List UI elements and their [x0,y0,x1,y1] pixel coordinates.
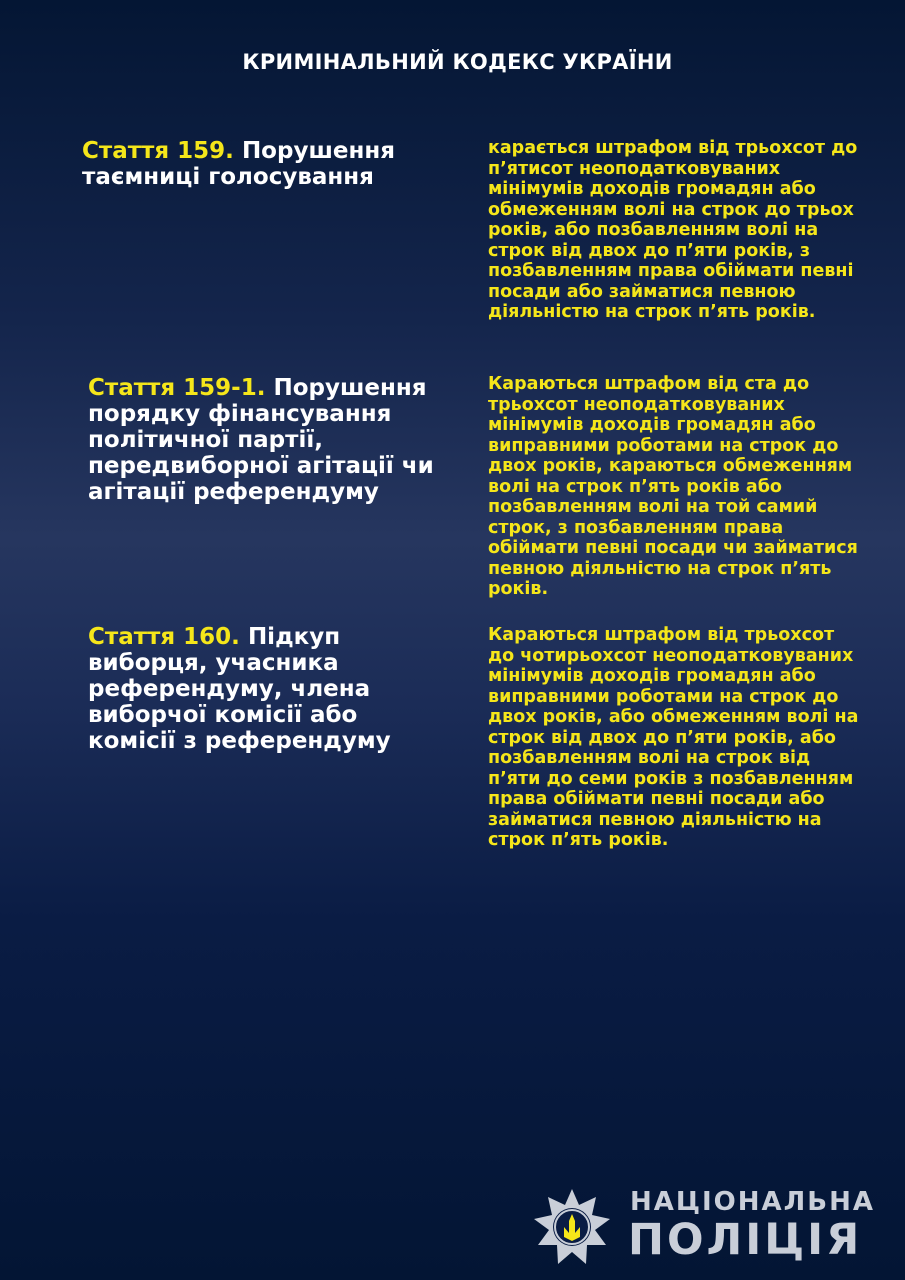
page-title: КРИМІНАЛЬНИЙ КОДЕКС УКРАЇНИ [242,50,673,74]
article-159-name: Порушення таємниці голосування [82,138,396,190]
article-159-1-title [88,375,450,505]
article-159-number: Стаття 159. [82,138,234,164]
logo-line-1: НАЦІОНАЛЬНА [630,1187,875,1217]
national-police-logo [532,1183,875,1273]
article-160-penalty: Караються штрафом від трьохсот до чотирьохсот неоподатковуваних мінімумів доходів громадян або виправними роботами на строк до двох років, або обмеженням волі на строк від двох до п’яти років, або позбавленням волі на строк від п’яти до семи років з позбавленням права обіймати певні посади або займатися певною діяльністю на строк п’ять років. [488,625,859,850]
article-159-1-name: Порушення порядку фінансування політичної партії, передвиборної агітації чи агітації референдуму [88,375,434,505]
article-159-1-number: Стаття 159-1. [88,375,266,401]
logo-line-2: ПОЛІЦІЯ [628,1215,863,1265]
article-159-title [82,138,442,190]
article-160-number: Стаття 160. [88,624,240,650]
article-160-title [88,624,428,754]
police-star-icon [532,1187,612,1267]
article-160-name: Підкуп виборця, учасника референдуму, члена виборчої комісії або комісії з референдуму [88,624,391,754]
article-159-penalty: карається штрафом від трьохсот до п’ятисот неоподатковуваних мінімумів доходів громадян або обмеженням волі на строк до трьох років, або позбавленням волі на строк від двох до п’яти років, з позбавленням права обіймати певні посади або займатися певною діяльністю на строк п’ять років. [488,138,858,322]
article-159-1-penalty: Караються штрафом від ста до трьохсот неоподатковуваних мінімумів доходів громадян або виправними роботами на строк до двох років, караються обмеженням волі на строк п’ять років або позбавленням волі на той самий строк, з позбавленням права обіймати певні посади чи займатися певною діяльністю на строк п’ять років. [488,374,858,599]
